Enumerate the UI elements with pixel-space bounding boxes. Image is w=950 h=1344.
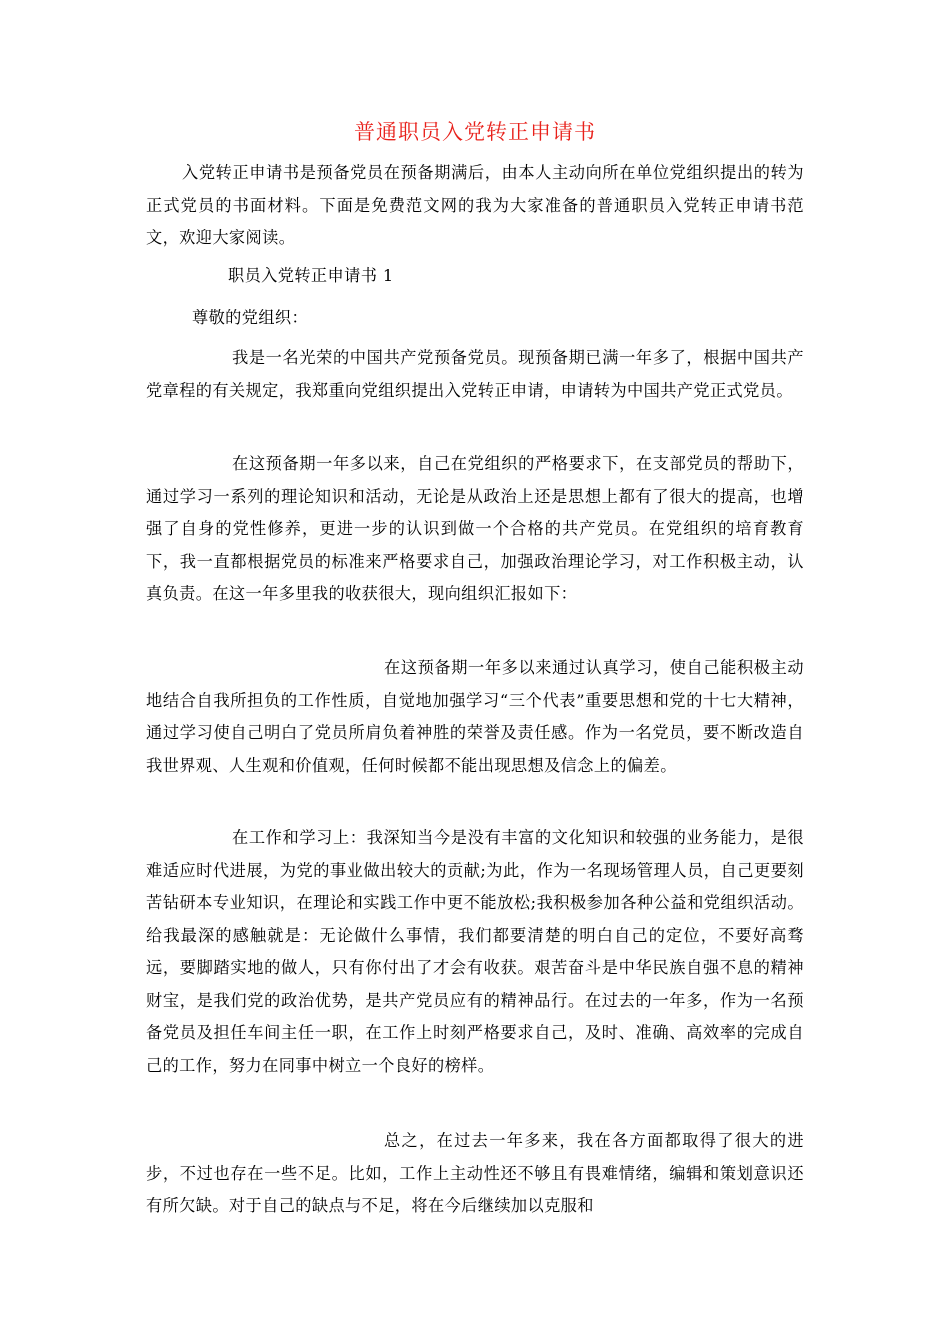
greeting: 尊敬的党组织： xyxy=(192,308,309,327)
body-paragraph: 在这预备期一年多以来通过认真学习，使自己能积极主动地结合自我所担负的工作性质，自觉地加强学习“三个代表”重要思想和党的十七大精神，通过学习使自己明白了党员所肩负着神胜的荣誉及责任感。作为一名党员，要不断改造自我世界观、人生观和价值观，任何时候都不能出现思想及信念上的偏差。 xyxy=(146,658,804,775)
body-paragraph: 在这预备期一年多以来，自己在党组织的严格要求下，在支部党员的帮助下，通过学习一系列的理论知识和活动，无论是从政治上还是思想上都有了很大的提高，也增强了自身的党性修养，更进一步的认识到做一个合格的共产党员。在党组织的培育教育下，我一直都根据党员的标准来严格要求自己，加强政治理论学习，对工作积极主动，认真负责。在这一年多里我的收获很大，现向组织汇报如下： xyxy=(146,454,804,603)
intro-paragraph: 入党转正申请书是预备党员在预备期满后，由本人主动向所在单位党组织提出的转为正式党员的书面材料。下面是免费范文网的我为大家准备的普通职员入党转正申请书范文，欢迎大家阅读。 xyxy=(146,163,804,247)
body-paragraph: 总之，在过去一年多来，我在各方面都取得了很大的进步，不过也存在一些不足。比如，工作上主动性还不够且有畏难情绪，编辑和策划意识还有所欠缺。对于自己的缺点与不足，将在今后继续加以克服和 xyxy=(146,1131,804,1215)
body-paragraph: 我是一名光荣的中国共产党预备党员。现预备期已满一年多了，根据中国共产党章程的有关规定，我郑重向党组织提出入党转正申请，申请转为中国共产党正式党员。 xyxy=(146,348,804,400)
section-subtitle: 职员入党转正申请书 1 xyxy=(228,266,394,285)
document-title: 普通职员入党转正申请书 xyxy=(354,120,596,144)
body-paragraph: 在工作和学习上：我深知当今是没有丰富的文化知识和较强的业务能力，是很难适应时代进展，为党的事业做出较大的贡献;为此，作为一名现场管理人员，自己更要刻苦钻研本专业知识，在理论和实践工作中更不能放松;我积极参加各种公益和党组织活动。给我最深的感触就是：无论做什么事情，我们都要清楚的明白自己的定位，不要好高骛远，要脚踏实地的做人，只有你付出了才会有收获。艰苦奋斗是中华民族自强不息的精神财宝，是我们党的政治优势，是共产党员应有的精神品行。在过去的一年多，作为一名预备党员及担任车间主任一职，在工作上时刻严格要求自己，及时、准确、高效率的完成自己的工作，努力在同事中树立一个良好的榜样。 xyxy=(146,828,804,1075)
